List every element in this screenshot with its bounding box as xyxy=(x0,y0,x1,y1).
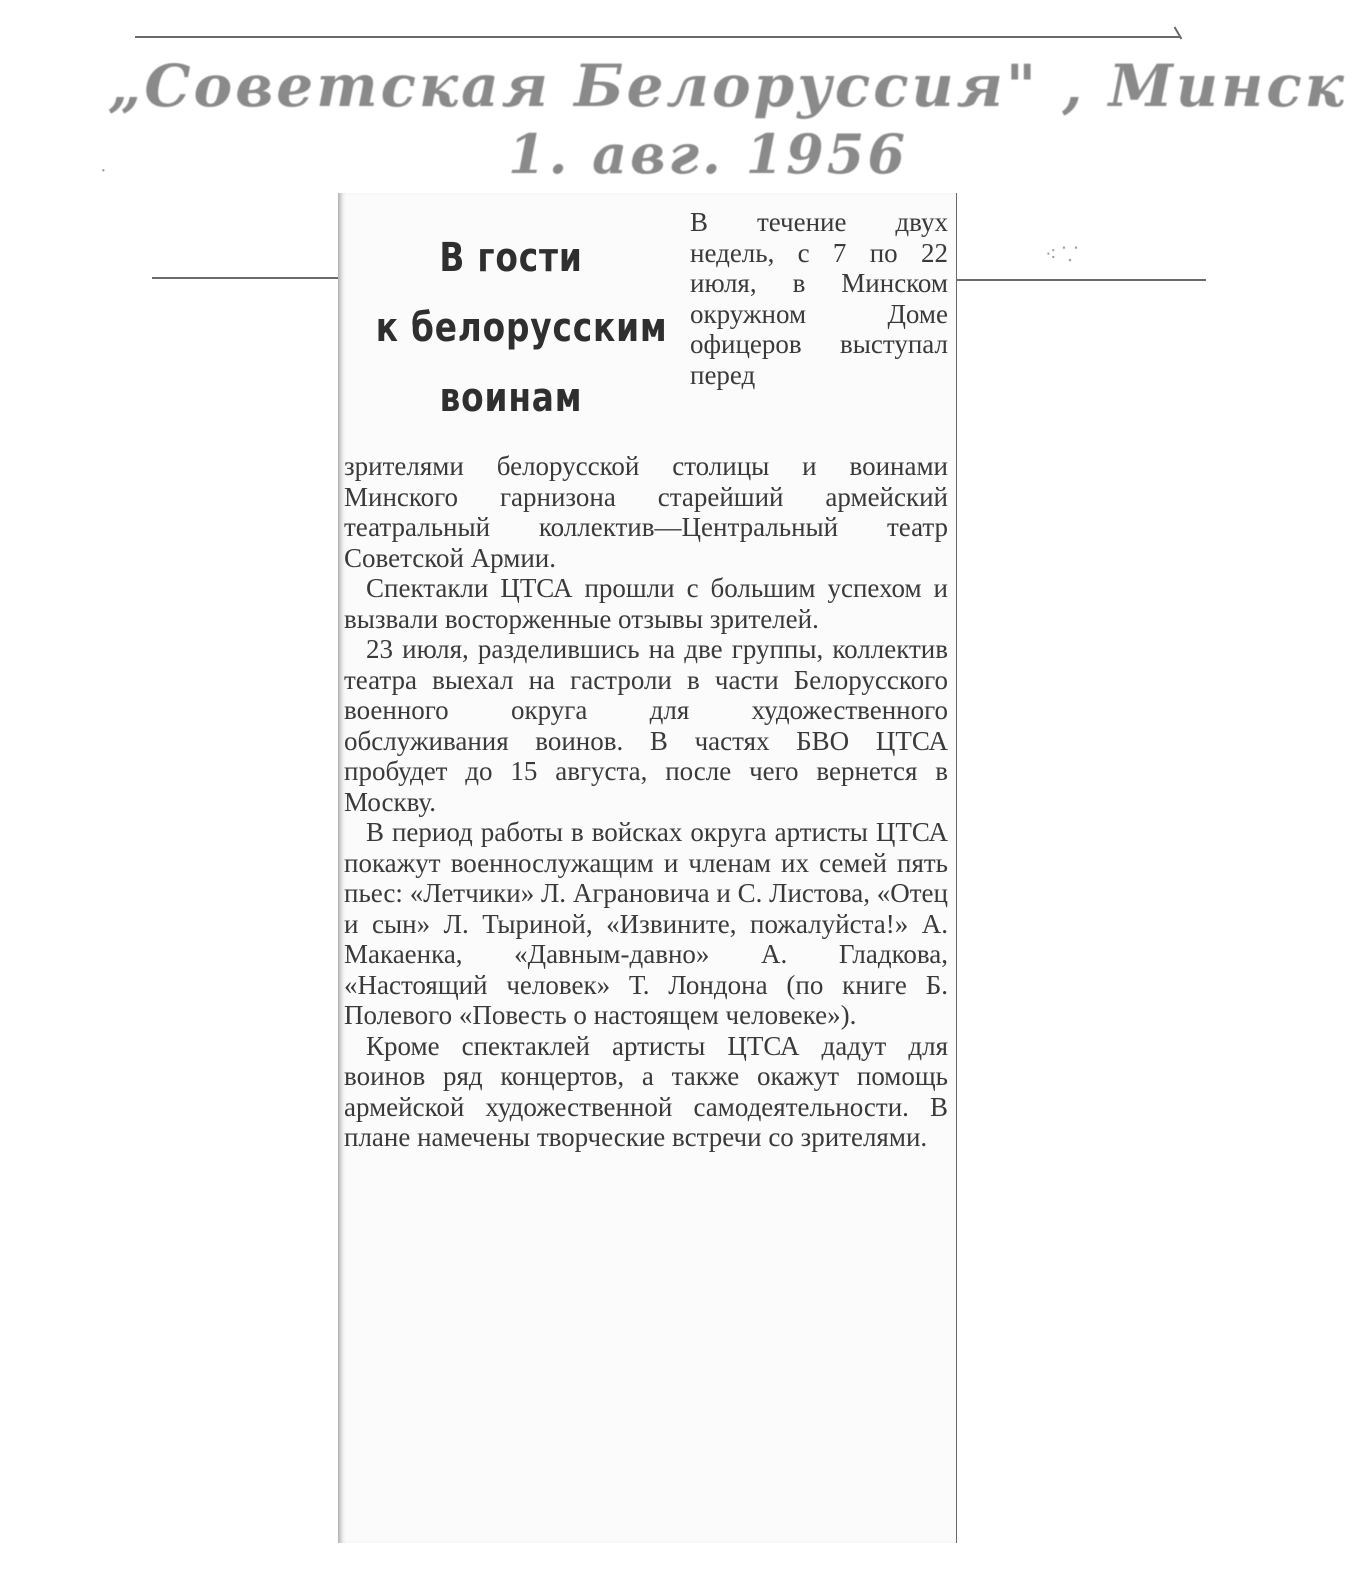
right-mid-rule xyxy=(956,279,1206,281)
body-paragraph: Спектакли ЦТСА прошли с большим успехом и вызвали восторженные отзывы зрителей. xyxy=(344,573,948,634)
headline-line: В гости xyxy=(439,235,583,281)
scan-speck: ⁖ ⸪ xyxy=(1045,244,1079,266)
top-rule xyxy=(135,36,1180,38)
scan-speck: · xyxy=(100,160,107,182)
body-paragraph: Кроме спектаклей артисты ЦТСА дадут для воинов ряд концертов, а также окажут помощь армейской художественной самодеятельности. В плане намечены творческие встречи со зрителями. xyxy=(344,1030,948,1152)
headline-line: воинам xyxy=(439,375,583,421)
article-body xyxy=(344,451,948,1153)
article-lead-column xyxy=(690,207,948,390)
body-paragraph: В период работы в войсках округа артисты ЦТСА покажут военнослужащим и членам их семей пять пьес: «Летчики» Л. Аграновича и С. Листова, «Отец и сын» Л. Тыриной, «Извините, пожалуйста!» А. Макаенка, «Давным-давно» А. Гладкова, «Настоящий человек» Т. Лондона (по книге Б. Полевого «Повесть о настоящем человеке»). xyxy=(344,817,948,1030)
lead-paragraph: В течение двух недель, с 7 по 22 июля, в Минском окружном Доме офицеров выступал перед xyxy=(690,207,948,390)
handwritten-newspaper-name: „Советская Белоруссия" , Минск xyxy=(108,52,1347,120)
left-mid-rule xyxy=(152,277,340,279)
body-paragraph: зрителями белорусской столицы и воинами Минского гарнизона старейший армейский театральный коллектив—Центральный театр Советской Армии. xyxy=(344,451,948,573)
newspaper-clipping xyxy=(338,193,956,1543)
article-headline xyxy=(375,223,668,433)
handwritten-source-note xyxy=(108,52,1347,202)
handwritten-date: 1. авг. 1956 xyxy=(508,122,908,186)
headline-line: к белорусским xyxy=(375,305,668,351)
body-paragraph: 23 июля, разделившись на две группы, коллектив театра выехал на гастроли в части Белорусского военного округа для художественного обслуживания воинов. В частях БВО ЦТСА пробудет до 15 августа, после чего вернется в Москву. xyxy=(344,634,948,817)
